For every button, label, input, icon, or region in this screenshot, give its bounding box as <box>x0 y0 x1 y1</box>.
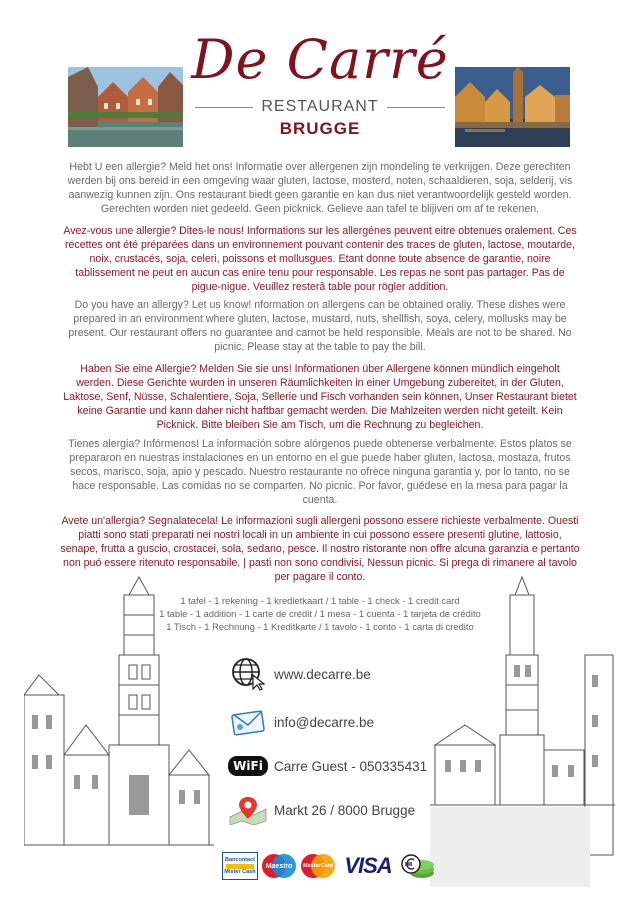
address-contact <box>228 794 415 826</box>
visa-logo: VISA <box>344 853 392 878</box>
website-link[interactable]: www.decarre.be <box>274 666 371 682</box>
email-contact[interactable] <box>228 706 374 738</box>
maestro-logo <box>261 853 297 879</box>
payment-rule-line: 1 table - 1 addition - 1 carte de crédit / 1 mesa - 1 cuenta - 1 tarjeta de crédito <box>159 608 481 619</box>
canal-photo-left <box>68 67 183 147</box>
divider <box>387 107 445 108</box>
wifi-icon <box>228 750 268 782</box>
restaurant-logo <box>190 30 450 139</box>
allergy-text-dutch: Hebt U een allergie? Meld het ons! Informatie over allergenen zijn mondeling te verkrijgen. Deze gerechten werden bij ons bereid in een omgeving waar gluten, lactose, mosterd, noten, schaaldieren, soja, selderij, vis aanwezig kunnen zijn. Ons restaurant biedt geen garantie en kan dus niet verantwoordelijk gesteld worden. Gerechten worden niet gedeeld. Geen picknick. Gelieve aan tafel te blijiven om af te rekenen. <box>67 161 573 215</box>
mastercard-logo <box>300 853 336 879</box>
allergy-text-french: Avez-vous une allergie? Dites-le nous! Informations sur les allergénes peuvent eitre obtenues oralement. Ces recettes ont été préparées dans un environnement pouvant contenir des traces de gluten, lactose, moutarde, noix, crustacés, soja, celeri, poissons et mollusgues. Etant donne toute absence de garantie, noire tablissement ne peut en aucun cas enire tenu pour responsable. Les repas ne sont pas partager. Pas de pigue-nigue. Veuillez resterâ table pour rögler addition. <box>63 225 577 293</box>
wifi-contact <box>228 750 427 782</box>
canal-photo-right <box>455 67 570 147</box>
bancontact-logo <box>222 852 258 880</box>
belfry-sketch-left <box>24 575 214 860</box>
maestro-label: Maestro <box>265 862 293 870</box>
logo-title: De Carré <box>191 28 449 91</box>
logo-subtitle: RESTAURANT <box>261 98 379 115</box>
cash-icon <box>400 853 436 879</box>
bancontact-label: Bancontact <box>225 856 255 863</box>
website-contact[interactable] <box>228 658 371 690</box>
email-icon <box>228 706 268 738</box>
wifi-credentials: Carre Guest - 050335431 <box>274 758 428 774</box>
payment-rule-line: 1 tafel - 1 rekening - 1 kredietkaart / 1 table - 1 check - 1 credit card <box>180 595 460 606</box>
map-pin-icon <box>228 794 268 826</box>
email-link[interactable]: info@decarre.be <box>274 714 375 730</box>
logo-city: BRUGGE <box>279 119 361 138</box>
belfry-sketch-right <box>430 575 615 895</box>
address-text: Markt 26 / 8000 Brugge <box>274 802 416 818</box>
payment-methods <box>222 852 436 880</box>
logo-subtitle-row <box>190 98 450 116</box>
mastercard-label: MasterCard <box>302 863 334 869</box>
allergy-text-german: Haben Sie eine Allergie? Melden Sie sie uns! Informationen über Allergene können mündlich eingeholt werden. Diese Gerichte wurden in unseren Räumlichkeiten in einer Umgebung zubereitet, in der Gluten, Laktose, Senf, Nüsse, Schalentiere, Soja, Sellerie und Fisch vorhanden sein können, Unser Restaurant bietet keine Garantie und kann daher nicht haftbar gemacht werden. Die Mahlzeiten werden nicht geteilt. Kein Picknick. Bitte bleiben Sie am Tisch, um die Rechnung zu begleichen. <box>63 363 577 431</box>
allergy-text-english: Do you have an allergy? Let us know! nformation on allergens can be obtained oraliy. These dishes were prepared in an environment where gluten, lactose, mustard, nuts, shellfish, soya, celery, mollusks may be present. Our restaurant offers no guarantee and carnot be held responsible. Meals are not to be shared. No picnic. Please stay at the table to pay the bill. <box>68 299 572 353</box>
allergy-text-spanish: Tienes alergia? Infórmenos! La información sobre alórgenos puede obtenerse verbalmente. Estos platos se prepararon en nuestras instalaciones en un entorno en el gue puede haber gluten, lactosa, mostaza, frutos secos, marisco, soja, apio y pescado. Nuestro restaurante no ofrece ninguna garantia y, por lo tanto, no se hace responsable. Las comidas no se comparten. No picnic. Por favor, guédese en la mesa para pagar la cuenta. <box>68 438 572 506</box>
allergy-text-italian: Avete un'allergia? Segnalatecela! Le informazioni sugli allergeni possono essere richieste verbalmente. Ouesti piatti sono stati preparati nei nostri locali in un ambiente in cui possono essere presenti glutine, lattosio, senape, frutta a guscio, crostacei, sola, sedano, pesce. Il nostro ristorante non offre alcuna garanzia e pertanto non puó essere ritenuto responsabile. | pasti non sono condivisi, Nessun picnic. Si prega di rimanere al tavolo per pagare il conto. <box>60 515 580 583</box>
globe-cursor-icon <box>228 658 268 690</box>
divider <box>195 107 253 108</box>
payment-rule-line: 1 Tisch - 1 Rechnung - 1 Kreditkarte / 1 tavolo - 1 conto - 1 carta di credito <box>166 621 474 632</box>
mistercash-label: Mister Cash <box>224 868 256 875</box>
wifi-badge-label: WiFi <box>228 756 268 776</box>
